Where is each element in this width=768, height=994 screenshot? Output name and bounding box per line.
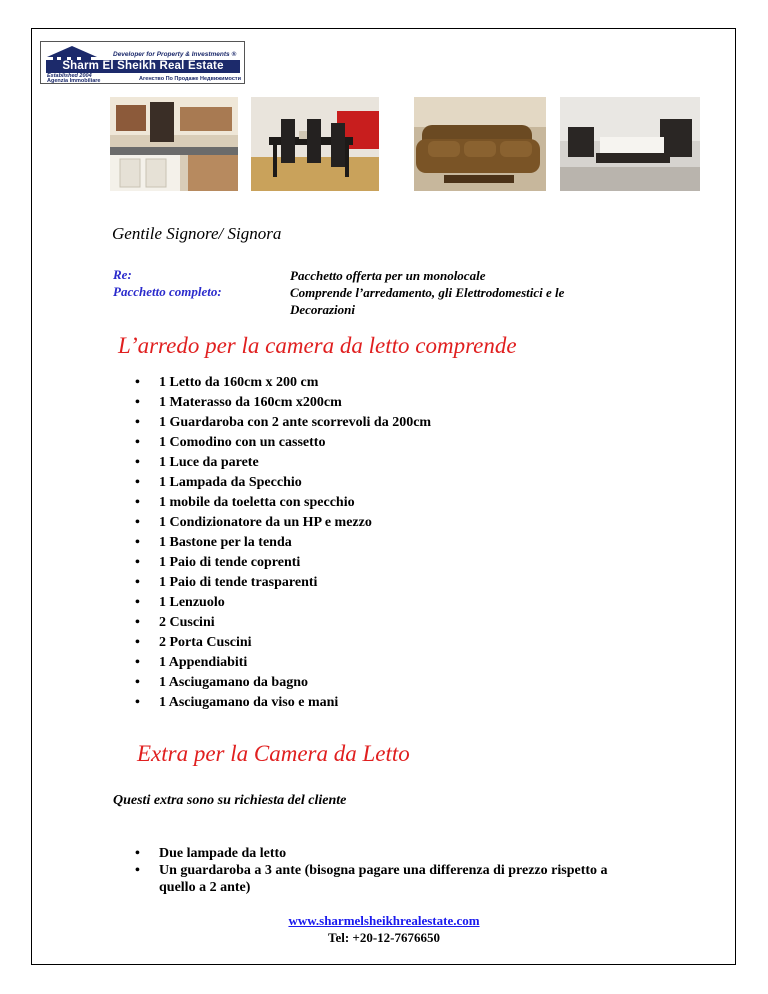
list-item: • 1 Letto da 160cm x 200 cm	[134, 373, 431, 393]
logo-agency-it: Agenzia Immobiliare	[47, 78, 101, 84]
list-item: • 1 Materasso da 160cm x200cm	[134, 393, 431, 413]
greeting: Gentile Signore/ Signora	[112, 224, 282, 243]
list-item: • 1 Asciugamano da viso e mani	[134, 693, 431, 713]
extras-heading: Extra per la Camera da Letto	[137, 741, 410, 766]
logo-established: Established 2004	[47, 73, 92, 79]
dining-photo	[251, 97, 379, 191]
package-value: Comprende l’arredamento, gli Elettrodomestici e le Decorazioni	[290, 285, 565, 317]
extras-note: Questi extra sono su richiesta del cliente	[113, 793, 347, 808]
extras-items-list	[134, 845, 614, 896]
footer-website	[0, 913, 768, 929]
bedroom-heading: L’arredo per la camera da letto comprende	[118, 333, 517, 358]
list-item: • 1 Paio di tende coprenti	[134, 553, 431, 573]
list-item: • 1 Paio di tende trasparenti	[134, 573, 431, 593]
list-item: • 1 Comodino con un cassetto	[134, 433, 431, 453]
list-item: • 1 Luce da parete	[134, 453, 431, 473]
list-item: • Un guardaroba a 3 ante (bisogna pagare una differenza di prezzo rispetto a quello a 2 ante)	[134, 862, 614, 896]
list-item: • 1 Lenzuolo	[134, 593, 431, 613]
list-item: • 1 Bastone per la tenda	[134, 533, 431, 553]
list-item: • 2 Porta Cuscini	[134, 633, 431, 653]
footer-phone: Tel: +20-12-7676650	[327, 930, 440, 945]
list-item: • 1 mobile da toeletta con specchio	[134, 493, 431, 513]
list-item: • Due lampade da letto	[134, 845, 614, 862]
list-item: • 1 Lampada da Specchio	[134, 473, 431, 493]
re-label: Re:	[113, 267, 132, 282]
package-label: Pacchetto completo:	[113, 284, 222, 299]
sofa-photo	[414, 97, 546, 191]
list-item: • 2 Cuscini	[134, 613, 431, 633]
logo-brand: Sharm El Sheikh Real Estate	[46, 60, 240, 73]
website-link[interactable]: www.sharmelsheikhrealestate.com	[288, 913, 480, 928]
kitchen-photo	[110, 97, 238, 191]
bedroom-items-list	[134, 373, 431, 713]
list-item: • 1 Guardaroba con 2 ante scorrevoli da 200cm	[134, 413, 431, 433]
logo-agency-ru: Агенство По Продаже Недвижимости	[139, 76, 241, 82]
re-value: Pacchetto offerta per un monolocale	[290, 268, 486, 283]
list-item: • 1 Asciugamano da bagno	[134, 673, 431, 693]
list-item: • 1 Appendiabiti	[134, 653, 431, 673]
company-logo	[40, 41, 245, 84]
bedroom-photo	[560, 97, 700, 191]
list-item: • 1 Condizionatore da un HP e mezzo	[134, 513, 431, 533]
logo-tagline: Developer for Property & Investments ®	[113, 51, 237, 58]
